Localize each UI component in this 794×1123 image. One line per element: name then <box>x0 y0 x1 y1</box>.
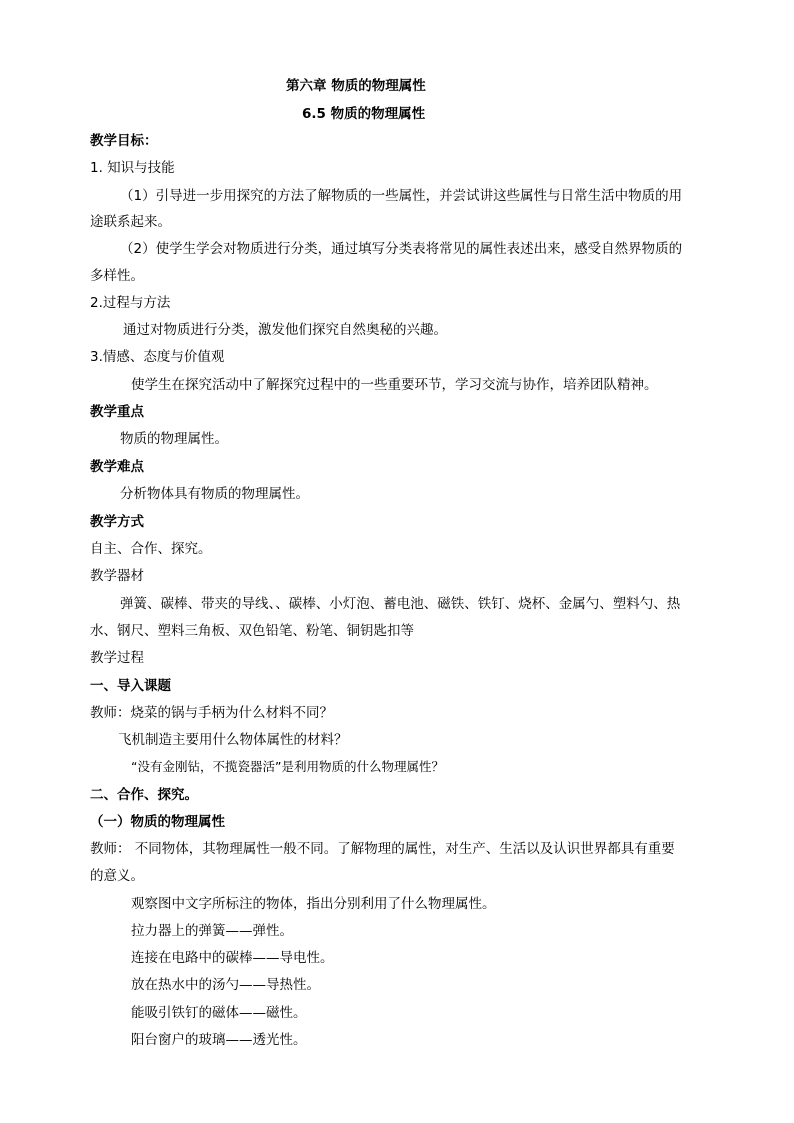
process-heading: 教学过程 <box>90 650 144 666</box>
equipment-heading: 教学器材 <box>90 568 144 584</box>
list-item: 放在热水中的汤勺——导热性。 <box>131 977 320 993</box>
intro-question-1: 教师：烧菜的锅与手柄为什么材料不同？ <box>90 705 333 721</box>
objectives-paragraph-2a: （2）使学生学会对物质进行分类，通过填写分类表将常见的属性表述出来，感受自然界物质的 <box>120 241 683 257</box>
intro-question-3: “没有金刚钻，不揽瓷器活”是利用物质的什么物理属性？ <box>131 759 444 774</box>
objectives-paragraph-3: 通过对物质进行分类，激发他们探究自然奥秘的兴趣。 <box>123 322 447 338</box>
key-points-heading: 教学重点 <box>90 404 144 420</box>
explore-subheading: （一）物质的物理属性 <box>90 814 225 830</box>
equipment-line-1: 弹簧、碳棒、带夹的导线、、碳棒、小灯泡、蓄电池、磁铁、铁钉、烧杯、金属勺、塑料勺、热 <box>120 596 681 612</box>
list-item: 拉力器上的弹簧——弹性。 <box>131 923 293 939</box>
explore-text-1b: 的意义。 <box>90 868 144 884</box>
difficulty-text: 分析物体具有物质的物理属性。 <box>120 486 309 502</box>
method-text: 自主、合作、探究。 <box>90 541 212 557</box>
objectives-paragraph-4: 使学生在探究活动中了解探究过程中的一些重要环节，学习交流与协作，培养团队精神。 <box>131 377 658 393</box>
explore-heading: 二、合作、探究。 <box>90 787 198 803</box>
intro-question-2: 飞机制造主要用什么物体属性的材料？ <box>118 732 348 748</box>
method-heading: 教学方式 <box>90 514 144 530</box>
explore-text-2: 观察图中文字所标注的物体，指出分别利用了什么物理属性。 <box>131 896 496 912</box>
key-points-text: 物质的物理属性。 <box>120 431 228 447</box>
list-item: 连接在电路中的碳棒——导电性。 <box>131 950 334 966</box>
difficulty-heading: 教学难点 <box>90 459 144 475</box>
objectives-heading: 教学目标： <box>90 133 158 149</box>
objectives-paragraph-1a: （1）引导进一步用探究的方法了解物质的一些属性，并尝试讲这些属性与日常生活中物质的用 <box>120 188 683 204</box>
objectives-paragraph-2b: 多样性。 <box>90 268 144 284</box>
objectives-item-1: 1. 知识与技能 <box>90 160 175 176</box>
list-item: 能吸引铁钉的磁体——磁性。 <box>131 1005 307 1021</box>
explore-text-1a: 教师： 不同物体，其物理属性一般不同。了解物理的属性，对生产、生活以及认识世界都具有重要 <box>90 841 675 857</box>
objectives-item-2: 2.过程与方法 <box>90 295 171 311</box>
objectives-paragraph-1b: 途联系起来。 <box>90 214 171 230</box>
list-item: 阳台窗户的玻璃——透光性。 <box>131 1032 307 1048</box>
objectives-item-3: 3.情感、态度与价值观 <box>90 349 225 365</box>
section-title: 6.5 物质的物理属性 <box>302 106 426 122</box>
equipment-line-2: 水、钢尺、塑料三角板、双色铅笔、粉笔、铜钥匙扣等 <box>90 623 414 639</box>
intro-heading: 一、导入课题 <box>90 678 171 694</box>
chapter-title: 第六章 物质的物理属性 <box>286 78 426 94</box>
